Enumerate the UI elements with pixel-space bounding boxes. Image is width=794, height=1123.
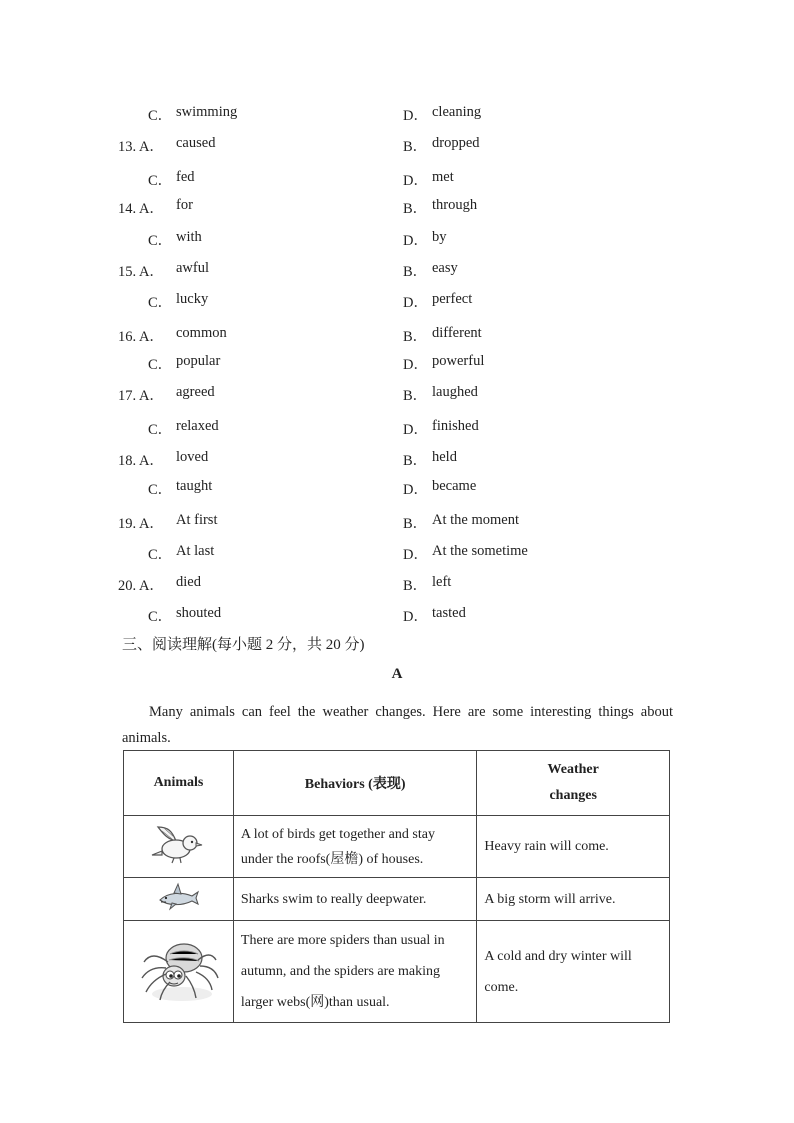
option-text: At the moment bbox=[432, 512, 519, 528]
option-text: shouted bbox=[176, 605, 222, 621]
option-row bbox=[0, 449, 794, 469]
option-text: agreed bbox=[176, 384, 215, 400]
option-label: D． bbox=[403, 295, 428, 311]
option-text: At first bbox=[176, 512, 218, 528]
option-text: cleaning bbox=[432, 104, 482, 120]
question-number: 14. A． bbox=[118, 201, 164, 217]
option-text: for bbox=[176, 197, 193, 213]
animal-cell bbox=[124, 878, 234, 921]
behavior-cell: There are more spiders than usual in autumn, and the spiders are making larger webs(网)than usual. bbox=[233, 921, 476, 1023]
option-label: C． bbox=[148, 108, 173, 124]
option-text: became bbox=[432, 478, 477, 494]
option-label: C． bbox=[148, 173, 173, 189]
option-row bbox=[0, 260, 794, 280]
question-number: 17. A． bbox=[118, 388, 164, 404]
option-row bbox=[0, 512, 794, 532]
question-number: 20. A． bbox=[118, 578, 164, 594]
option-row bbox=[0, 478, 794, 498]
passage-title: A bbox=[391, 666, 403, 682]
option-row bbox=[0, 384, 794, 404]
option-row bbox=[0, 197, 794, 217]
option-text: common bbox=[176, 325, 227, 341]
option-row bbox=[0, 291, 794, 311]
option-text: fed bbox=[176, 169, 195, 185]
question-number: 15. A． bbox=[118, 264, 164, 280]
question-number: 16. A． bbox=[118, 329, 164, 345]
option-text: lucky bbox=[176, 291, 209, 307]
animals-table bbox=[123, 750, 670, 1023]
option-label: D． bbox=[403, 357, 428, 373]
option-row bbox=[0, 104, 794, 124]
option-text: died bbox=[176, 574, 201, 590]
option-text: awful bbox=[176, 260, 210, 276]
option-text: At last bbox=[176, 543, 215, 559]
option-row bbox=[0, 418, 794, 438]
option-row bbox=[0, 353, 794, 373]
option-text: left bbox=[432, 574, 452, 590]
behavior-cell: Sharks swim to really deepwater. bbox=[233, 878, 476, 921]
option-label: D． bbox=[403, 173, 428, 189]
option-text: perfect bbox=[432, 291, 473, 307]
table-header-row bbox=[124, 751, 670, 816]
option-text: tasted bbox=[432, 605, 466, 621]
table-row bbox=[124, 878, 670, 921]
option-text: by bbox=[432, 229, 447, 245]
header-behaviors: Behaviors (表现) bbox=[233, 751, 476, 816]
option-text: met bbox=[432, 169, 454, 185]
option-row bbox=[0, 605, 794, 625]
option-text: dropped bbox=[432, 135, 480, 151]
weather-cell: Heavy rain will come. bbox=[477, 816, 670, 878]
option-label: C． bbox=[148, 609, 173, 625]
option-label: B． bbox=[403, 201, 428, 217]
option-text: through bbox=[432, 197, 478, 213]
option-text: popular bbox=[176, 353, 221, 369]
option-text: loved bbox=[176, 449, 209, 465]
question-number: 18. A． bbox=[118, 453, 164, 469]
weather-cell: A cold and dry winter will come. bbox=[477, 921, 670, 1023]
option-label: D． bbox=[403, 547, 428, 563]
option-row bbox=[0, 574, 794, 594]
table-row bbox=[124, 921, 670, 1023]
animal-cell bbox=[124, 921, 234, 1023]
table-row bbox=[124, 816, 670, 878]
option-label: D． bbox=[403, 609, 428, 625]
behavior-cell: A lot of birds get together and stay under the roofs(屋檐) of houses. bbox=[233, 816, 476, 878]
spider-icon bbox=[136, 932, 220, 1006]
option-text: different bbox=[432, 325, 482, 341]
option-label: B． bbox=[403, 578, 428, 594]
option-label: B． bbox=[403, 264, 428, 280]
question-number: 19. A． bbox=[118, 516, 164, 532]
option-label: C． bbox=[148, 547, 173, 563]
section-title: 三、阅读理解(每小题 2 分，共 20 分) bbox=[122, 637, 365, 653]
option-text: powerful bbox=[432, 353, 485, 369]
option-row bbox=[0, 135, 794, 155]
option-text: laughed bbox=[432, 384, 478, 400]
option-text: taught bbox=[176, 478, 213, 494]
header-weather: Weather changes bbox=[477, 751, 670, 816]
option-text: relaxed bbox=[176, 418, 219, 434]
option-text: caused bbox=[176, 135, 216, 151]
option-row bbox=[0, 169, 794, 189]
option-label: B． bbox=[403, 516, 428, 532]
bird-icon bbox=[150, 821, 206, 867]
option-text: At the sometime bbox=[432, 543, 528, 559]
option-label: C． bbox=[148, 422, 173, 438]
option-label: B． bbox=[403, 453, 428, 469]
option-label: D． bbox=[403, 233, 428, 249]
option-label: C． bbox=[148, 357, 173, 373]
option-row bbox=[0, 325, 794, 345]
passage-intro: Many animals can feel the weather changes. Here are some interesting things about animals. bbox=[122, 704, 673, 746]
option-label: C． bbox=[148, 233, 173, 249]
option-label: D． bbox=[403, 422, 428, 438]
option-text: easy bbox=[432, 260, 458, 276]
option-label: B． bbox=[403, 388, 428, 404]
option-label: C． bbox=[148, 482, 173, 498]
option-label: D． bbox=[403, 108, 428, 124]
option-text: swimming bbox=[176, 104, 238, 120]
option-text: with bbox=[176, 229, 202, 245]
header-animals: Animals bbox=[124, 751, 234, 816]
option-row bbox=[0, 229, 794, 249]
option-label: D． bbox=[403, 482, 428, 498]
question-number: 13. A． bbox=[118, 139, 164, 155]
shark-icon bbox=[156, 882, 200, 912]
option-label: B． bbox=[403, 139, 428, 155]
weather-cell: A big storm will arrive. bbox=[477, 878, 670, 921]
option-text: finished bbox=[432, 418, 479, 434]
option-row bbox=[0, 543, 794, 563]
option-text: held bbox=[432, 449, 457, 465]
option-label: B． bbox=[403, 329, 428, 345]
animal-cell bbox=[124, 816, 234, 878]
option-label: C． bbox=[148, 295, 173, 311]
